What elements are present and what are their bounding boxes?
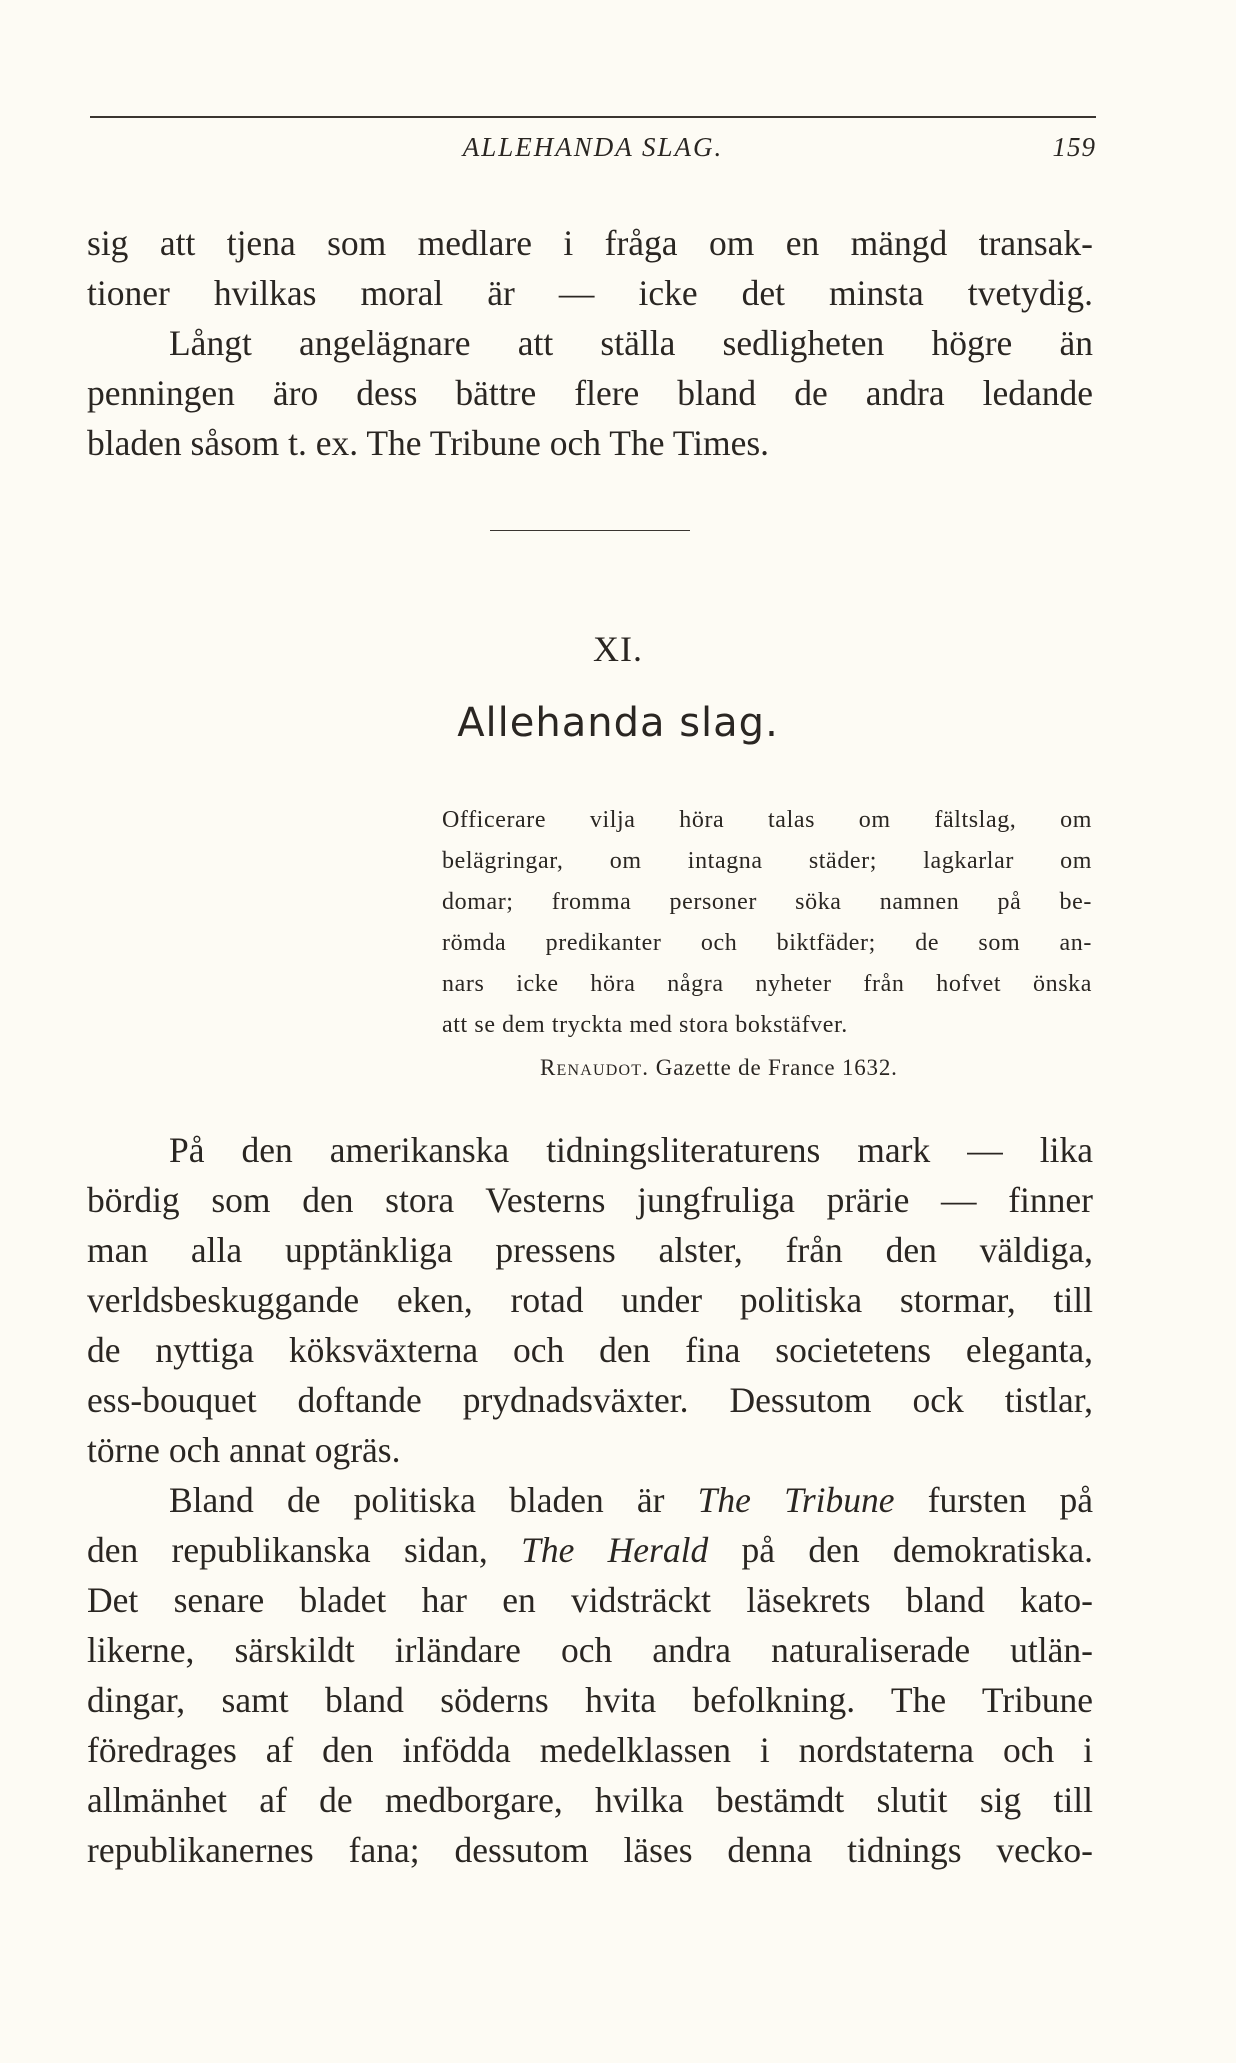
newspaper-title: The Tribune <box>697 1480 895 1520</box>
text-line: dingar, samt bland söderns hvita befolkning. The Tribune <box>87 1680 1093 1720</box>
opening-paragraph <box>87 218 1093 468</box>
text-line: ess-bouquet doftande prydnadsväxter. Dessutom ock tistlar, <box>87 1380 1093 1420</box>
text-line: törne och annat ogräs. <box>87 1430 401 1470</box>
text-segment: på den demokratiska. <box>741 1530 1093 1570</box>
text-segment: den republikanska sidan, <box>87 1530 488 1570</box>
text-segment: Bland de politiska bladen är <box>169 1480 665 1520</box>
text-line: de nyttiga köksväxterna och den fina societetens eleganta, <box>87 1330 1093 1370</box>
text-line: likerne, särskildt irländare och andra naturaliserade utlän- <box>87 1630 1093 1670</box>
header-rule <box>90 116 1096 118</box>
epigraph-line: belägringar, om intagna städer; lagkarlar om <box>442 848 1092 874</box>
text-segment: fursten på <box>927 1480 1093 1520</box>
text-line: republikanernes fana; dessutom läses denna tidnings vecko- <box>87 1830 1093 1870</box>
text-line: man alla upptänkliga pressens alster, från den väldiga, <box>87 1230 1093 1270</box>
text-line: verldsbeskuggande eken, rotad under politiska stormar, till <box>87 1280 1093 1320</box>
text-line: sig att tjena som medlare i fråga om en mängd transak- <box>87 223 1093 263</box>
text-line: tioner hvilkas moral är — icke det minsta tvetydig. <box>87 273 1093 313</box>
text-line: penningen äro dess bättre flere bland de andra ledande <box>87 373 1093 413</box>
attribution-source: Gazette de France 1632. <box>655 1055 898 1080</box>
epigraph-line: römda predikanter och biktfäder; de som an- <box>442 930 1092 956</box>
main-text <box>87 1125 1093 1875</box>
chapter-number: XI. <box>593 629 643 669</box>
text-line: Långt angelägnare att ställa sedligheten högre än <box>169 323 1093 363</box>
epigraph-line: att se dem tryckta med stora bokstäfver. <box>442 1012 848 1038</box>
section-divider <box>490 530 690 531</box>
epigraph <box>442 800 1092 1046</box>
chapter-title: Allehanda slag. <box>457 700 779 746</box>
page-number: 159 <box>1052 132 1096 162</box>
epigraph-line: nars icke höra några nyheter från hofvet önska <box>442 971 1092 997</box>
epigraph-line: domar; fromma personer söka namnen på be- <box>442 889 1092 915</box>
running-title: ALLEHANDA SLAG. <box>462 132 724 162</box>
epigraph-line: Officerare vilja höra talas om fältslag, om <box>442 807 1092 833</box>
text-line: bladen såsom t. ex. The Tribune och The Times. <box>87 423 770 463</box>
text-line: föredrages af den infödda medelklassen i nordstaterna och i <box>87 1730 1093 1770</box>
text-line: Det senare bladet har en vidsträckt läsekrets bland kato- <box>87 1580 1093 1620</box>
text-line: bördig som den stora Vesterns jungfruliga prärie — finner <box>87 1180 1093 1220</box>
text-line <box>87 1475 1093 1525</box>
newspaper-title: The Herald <box>521 1530 709 1570</box>
epigraph-attribution <box>540 1055 898 1081</box>
attribution-author: Renaudot. <box>540 1055 650 1080</box>
text-line: På den amerikanska tidningsliteraturens mark — lika <box>169 1130 1093 1170</box>
text-line: allmänhet af de medborgare, hvilka bestämdt slutit sig till <box>87 1780 1093 1820</box>
text-line <box>87 1525 1093 1575</box>
running-head <box>90 126 1096 166</box>
